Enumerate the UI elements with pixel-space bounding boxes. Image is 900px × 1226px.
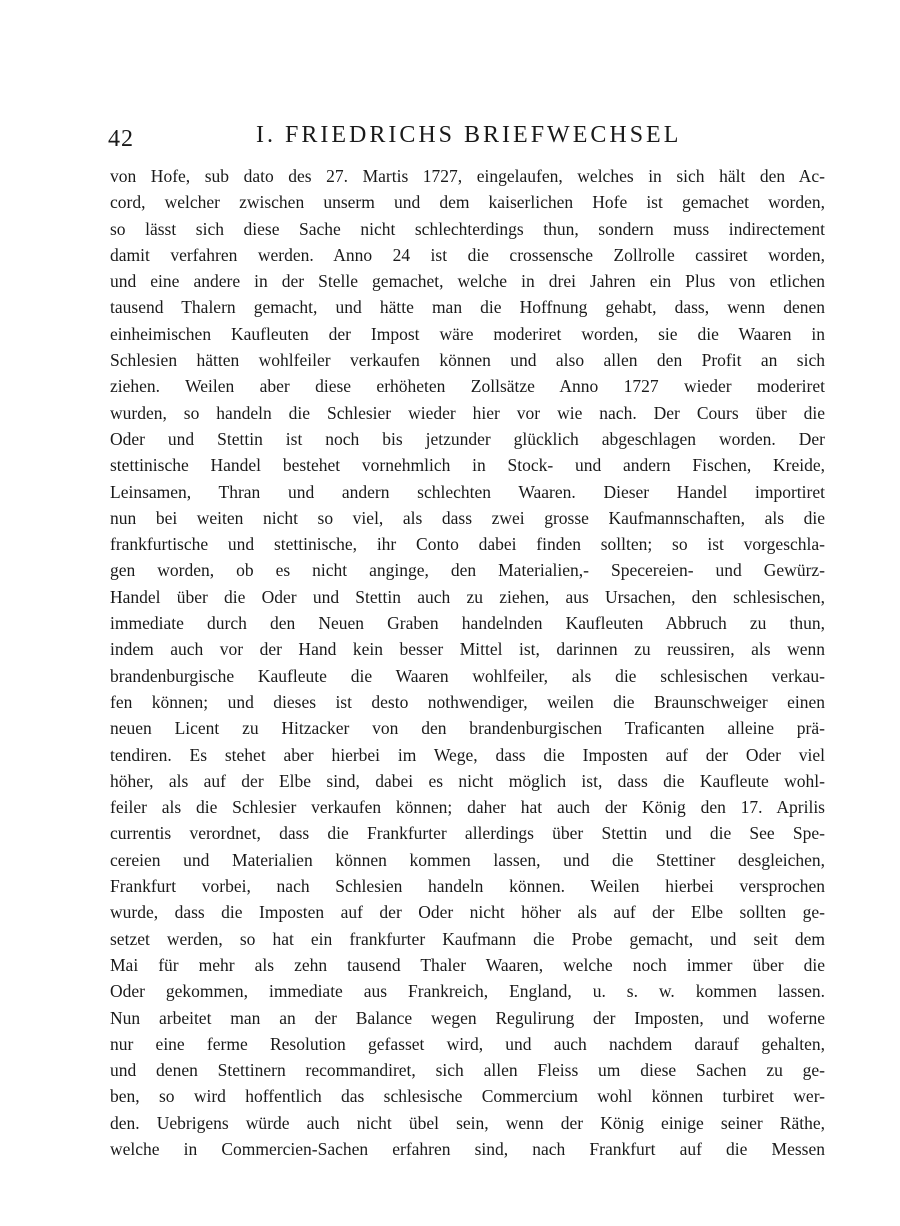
text-line: den. Uebrigens würde auch nicht übel sein, wenn der König einige seiner Räthe, [110, 1112, 825, 1133]
page-header [108, 118, 828, 158]
text-line: wurden, so handeln die Schlesier wieder hier vor wie nach. Der Cours über die [110, 402, 825, 423]
text-line: fen können; und dieses ist desto nothwendiger, weilen die Braunschweiger einen [110, 691, 825, 712]
text-line: einheimischen Kaufleuten der Impost wäre moderiret worden, sie die Waaren in [110, 323, 825, 344]
text-line: wurde, dass die Imposten auf der Oder nicht höher als auf der Elbe sollten ge- [110, 902, 825, 923]
text-line: indem auch vor der Hand kein besser Mittel ist, darinnen zu reussiren, als wenn [110, 639, 825, 660]
text-line: brandenburgische Kaufleute die Waaren wohlfeiler, als die schlesischen verkau- [110, 665, 825, 686]
text-line: cord, welcher zwischen unserm und dem kaiserlichen Hofe ist gemachet worden, [110, 192, 825, 213]
text-line: stettinische Handel bestehet vornehmlich in Stock- und andern Fischen, Kreide, [110, 455, 825, 476]
text-line: tausend Thalern gemacht, und hätte man die Hoffnung gehabt, dass, wenn denen [110, 297, 825, 318]
text-line: ben, so wird hoffentlich das schlesische Commercium wohl können turbiret wer- [110, 1086, 825, 1107]
text-line: so lässt sich diese Sache nicht schlechterdings thun, sondern muss indirectement [110, 218, 825, 239]
body-text [110, 163, 825, 1162]
text-line: currentis verordnet, dass die Frankfurter allerdings über Stettin und die See Spe- [110, 823, 825, 844]
running-title: I. FRIEDRICHS BRIEFWECHSEL [256, 122, 682, 148]
text-line: damit verfahren werden. Anno 24 ist die crossensche Zollrolle cassiret worden, [110, 244, 825, 265]
text-line: feiler als die Schlesier verkaufen können; daher hat auch der König den 17. Aprilis [110, 797, 825, 818]
text-line: und eine andere in der Stelle gemachet, welche in drei Jahren ein Plus von etlichen [110, 271, 825, 292]
text-line: höher, als auf der Elbe sind, dabei es nicht möglich ist, dass die Kaufleute wohl- [110, 770, 825, 791]
text-line: cereien und Materialien können kommen lassen, und die Stettiner desgleichen, [110, 849, 825, 870]
text-line: nun bei weiten nicht so viel, als dass zwei grosse Kaufmannschaften, als die [110, 507, 825, 528]
text-line: Oder gekommen, immediate aus Frankreich, England, u. s. w. kommen lassen. [110, 981, 825, 1002]
page-number: 42 [108, 126, 134, 152]
text-line: gen worden, ob es nicht anginge, den Materialien,- Specereien- und Gewürz- [110, 560, 825, 581]
text-line: Mai für mehr als zehn tausend Thaler Waaren, welche noch immer über die [110, 954, 825, 975]
text-line: Schlesien hätten wohlfeiler verkaufen können und also allen den Profit an sich [110, 350, 825, 371]
text-line: Handel über die Oder und Stettin auch zu ziehen, aus Ursachen, den schlesischen, [110, 586, 825, 607]
text-line: immediate durch den Neuen Graben handelnden Kaufleuten Abbruch zu thun, [110, 613, 825, 634]
text-line: frankfurtische und stettinische, ihr Conto dabei finden sollten; so ist vorgeschla- [110, 534, 825, 555]
text-line: von Hofe, sub dato des 27. Martis 1727, eingelaufen, welches in sich hält den Ac- [110, 166, 825, 186]
text-line: Frankfurt vorbei, nach Schlesien handeln können. Weilen hierbei versprochen [110, 876, 825, 897]
text-line: ziehen. Weilen aber diese erhöheten Zollsätze Anno 1727 wieder moderiret [110, 376, 825, 397]
text-line: welche in Commercien-Sachen erfahren sind, nach Frankfurt auf die Messen [110, 1138, 825, 1159]
text-line: setzet werden, so hat ein frankfurter Kaufmann die Probe gemacht, und seit dem [110, 928, 825, 949]
text-line: Oder und Stettin ist noch bis jetzunder glücklich abgeschlagen worden. Der [110, 428, 825, 449]
text-line: neuen Licent zu Hitzacker von den brandenburgischen Traficanten alleine prä- [110, 718, 825, 739]
text-line: Leinsamen, Thran und andern schlechten Waaren. Dieser Handel importiret [110, 481, 825, 502]
text-line: nur eine ferme Resolution gefasset wird, und auch nachdem darauf gehalten, [110, 1033, 825, 1054]
text-line: tendiren. Es stehet aber hierbei im Wege, dass die Imposten auf der Oder viel [110, 744, 825, 765]
text-line: und denen Stettinern recommandiret, sich allen Fleiss um diese Sachen zu ge- [110, 1060, 825, 1081]
text-line: Nun arbeitet man an der Balance wegen Regulirung der Imposten, und woferne [110, 1007, 825, 1028]
